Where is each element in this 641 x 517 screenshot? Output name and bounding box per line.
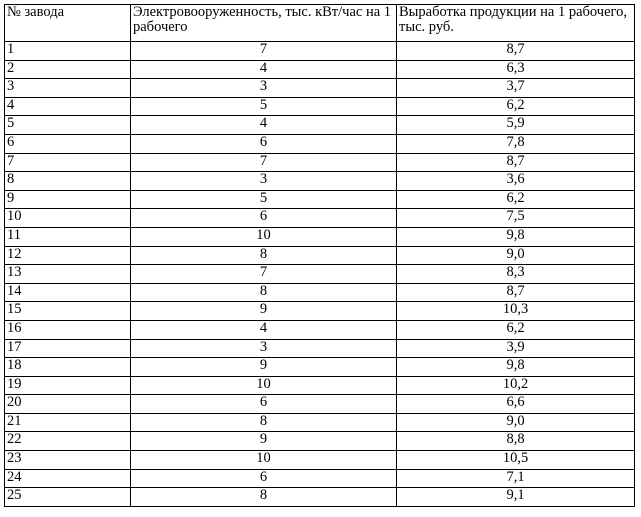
cell-power-supply: 6	[131, 134, 397, 153]
table-row	[5, 79, 635, 98]
cell-output: 6,2	[397, 97, 635, 116]
cell-plant-number: 4	[5, 97, 131, 116]
cell-output: 7,5	[397, 209, 635, 228]
cell-output: 8,7	[397, 153, 635, 172]
table-row	[5, 172, 635, 191]
table-row	[5, 395, 635, 414]
cell-output: 6,2	[397, 190, 635, 209]
cell-plant-number: 13	[5, 265, 131, 284]
cell-power-supply: 7	[131, 265, 397, 284]
table-row	[5, 153, 635, 172]
table-row	[5, 265, 635, 284]
table-row	[5, 246, 635, 265]
table-row	[5, 451, 635, 470]
cell-power-supply: 5	[131, 97, 397, 116]
cell-output: 6,2	[397, 320, 635, 339]
header-row	[5, 5, 635, 42]
cell-output: 9,0	[397, 246, 635, 265]
cell-output: 8,3	[397, 265, 635, 284]
cell-output: 9,0	[397, 413, 635, 432]
table-row	[5, 339, 635, 358]
cell-plant-number: 11	[5, 227, 131, 246]
cell-power-supply: 9	[131, 432, 397, 451]
cell-plant-number: 14	[5, 283, 131, 302]
cell-output: 9,8	[397, 358, 635, 377]
cell-plant-number: 1	[5, 42, 131, 61]
cell-output: 8,8	[397, 432, 635, 451]
cell-plant-number: 25	[5, 488, 131, 507]
cell-plant-number: 24	[5, 469, 131, 488]
cell-output: 9,8	[397, 227, 635, 246]
cell-plant-number: 23	[5, 451, 131, 470]
table-row	[5, 432, 635, 451]
cell-plant-number: 5	[5, 116, 131, 135]
cell-output: 3,7	[397, 79, 635, 98]
cell-power-supply: 4	[131, 320, 397, 339]
cell-plant-number: 19	[5, 376, 131, 395]
cell-output: 9,1	[397, 488, 635, 507]
header-power-supply: Электровооруженность, тыс. кВт/час на 1 рабочего	[131, 5, 397, 42]
table-row	[5, 227, 635, 246]
table-row	[5, 320, 635, 339]
cell-plant-number: 12	[5, 246, 131, 265]
cell-plant-number: 2	[5, 60, 131, 79]
cell-power-supply: 3	[131, 339, 397, 358]
cell-plant-number: 16	[5, 320, 131, 339]
table-row	[5, 116, 635, 135]
cell-power-supply: 8	[131, 283, 397, 302]
cell-power-supply: 6	[131, 209, 397, 228]
cell-power-supply: 10	[131, 376, 397, 395]
cell-output: 8,7	[397, 283, 635, 302]
header-plant-number: № завода	[5, 5, 131, 42]
cell-output: 6,6	[397, 395, 635, 414]
cell-power-supply: 6	[131, 469, 397, 488]
cell-power-supply: 9	[131, 358, 397, 377]
cell-power-supply: 3	[131, 172, 397, 191]
cell-plant-number: 6	[5, 134, 131, 153]
header-output: Выработка продукции на 1 рабочего, тыс. руб.	[397, 5, 635, 42]
table-row	[5, 190, 635, 209]
table-row	[5, 60, 635, 79]
cell-output: 8,7	[397, 42, 635, 61]
table-row	[5, 358, 635, 377]
table-row	[5, 134, 635, 153]
cell-plant-number: 18	[5, 358, 131, 377]
cell-plant-number: 20	[5, 395, 131, 414]
cell-power-supply: 8	[131, 413, 397, 432]
data-table	[4, 4, 635, 507]
cell-power-supply: 4	[131, 116, 397, 135]
cell-plant-number: 17	[5, 339, 131, 358]
table-row	[5, 302, 635, 321]
cell-power-supply: 3	[131, 79, 397, 98]
cell-plant-number: 3	[5, 79, 131, 98]
cell-power-supply: 7	[131, 153, 397, 172]
cell-output: 7,8	[397, 134, 635, 153]
table-row	[5, 376, 635, 395]
cell-output: 10,5	[397, 451, 635, 470]
cell-power-supply: 10	[131, 227, 397, 246]
table-body	[5, 42, 635, 507]
table-row	[5, 42, 635, 61]
table-row	[5, 209, 635, 228]
cell-plant-number: 8	[5, 172, 131, 191]
cell-power-supply: 8	[131, 246, 397, 265]
cell-output: 6,3	[397, 60, 635, 79]
cell-output: 10,2	[397, 376, 635, 395]
cell-output: 3,9	[397, 339, 635, 358]
cell-plant-number: 15	[5, 302, 131, 321]
cell-plant-number: 7	[5, 153, 131, 172]
cell-power-supply: 8	[131, 488, 397, 507]
cell-plant-number: 22	[5, 432, 131, 451]
cell-output: 5,9	[397, 116, 635, 135]
cell-power-supply: 4	[131, 60, 397, 79]
cell-output: 10,3	[397, 302, 635, 321]
cell-power-supply: 9	[131, 302, 397, 321]
cell-output: 3,6	[397, 172, 635, 191]
cell-power-supply: 6	[131, 395, 397, 414]
table-row	[5, 413, 635, 432]
table-row	[5, 97, 635, 116]
table-row	[5, 283, 635, 302]
cell-power-supply: 7	[131, 42, 397, 61]
cell-power-supply: 5	[131, 190, 397, 209]
table-row	[5, 488, 635, 507]
cell-plant-number: 10	[5, 209, 131, 228]
cell-output: 7,1	[397, 469, 635, 488]
cell-power-supply: 10	[131, 451, 397, 470]
table-row	[5, 469, 635, 488]
cell-plant-number: 21	[5, 413, 131, 432]
cell-plant-number: 9	[5, 190, 131, 209]
